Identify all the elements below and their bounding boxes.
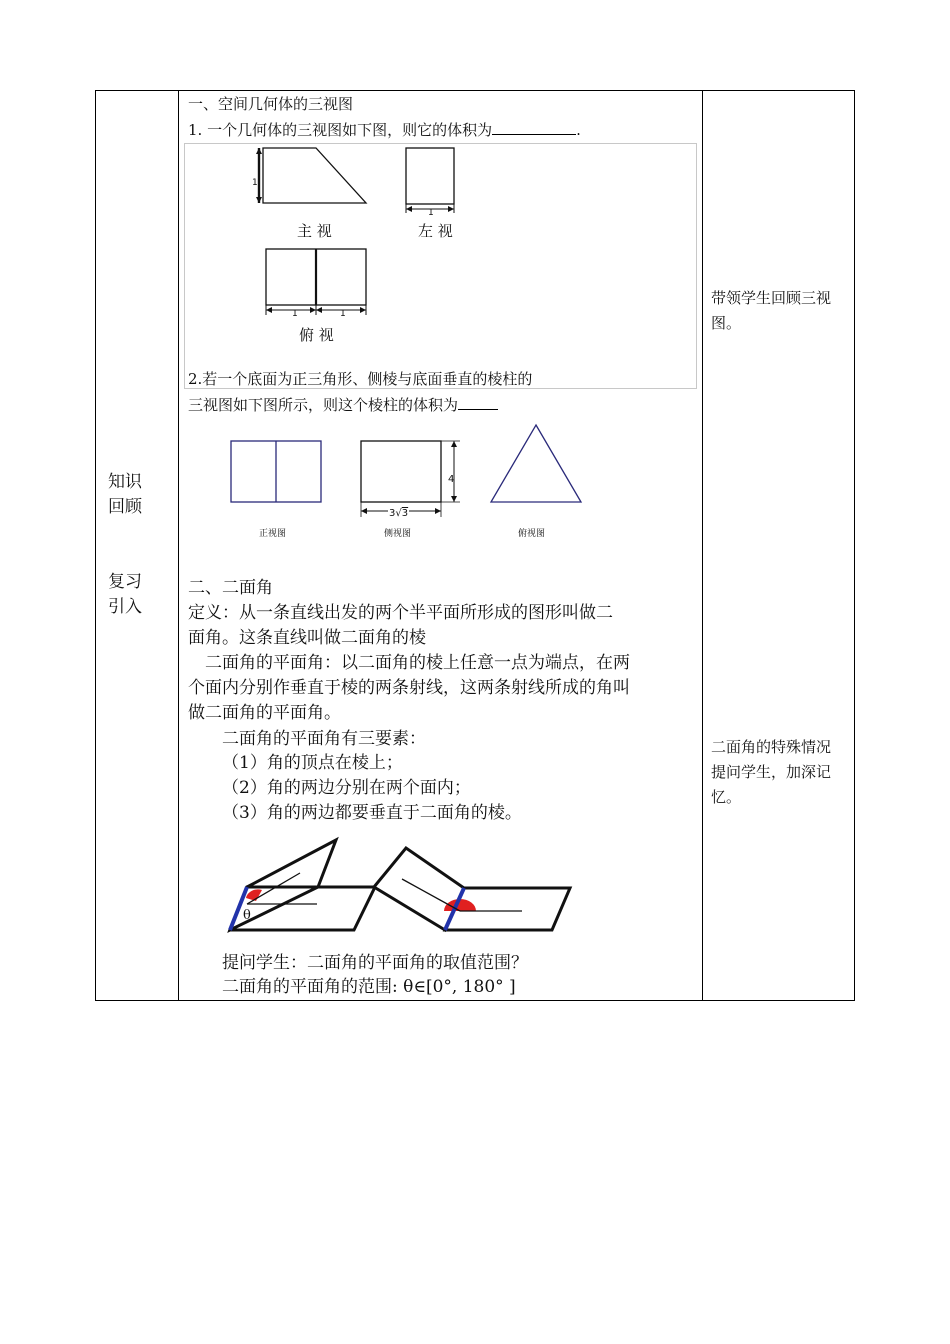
question-1-text: 1. 一个几何体的三视图如下图，则它的体积为 [188, 121, 493, 139]
section2-heading: 二、二面角 [188, 578, 273, 598]
figure-1-three-views [184, 143, 697, 389]
question-1 [188, 120, 581, 140]
definition-line-1: 定义：从一条直线出发的两个半平面所形成的图形叫做二 [188, 603, 613, 623]
side-view-shape [406, 148, 454, 204]
answer-blank-1 [492, 120, 576, 135]
question-2-line-1: 2.若一个底面为正三角形、侧棱与底面垂直的棱柱的 [188, 370, 533, 388]
prism-front-caption: 正视图 [259, 529, 287, 539]
front-view-label: 主 视 [297, 222, 332, 240]
elements-intro: 二面角的平面角有三要素： [222, 729, 426, 749]
dim-prism-width-rad: 3 [401, 508, 409, 519]
question-2-line-2 [188, 395, 498, 415]
sqrt-icon: √ [395, 508, 402, 519]
left-label-1: 知识 [108, 472, 142, 492]
plane-angle-line-3: 做二面角的平面角。 [188, 703, 341, 723]
dim-top-left: 1 [292, 309, 298, 319]
prism-top-caption: 俯视图 [518, 529, 546, 539]
element-3: （3）角的两边都要垂直于二面角的棱。 [222, 803, 522, 823]
dim-prism-height: 4 [448, 474, 455, 485]
plane-angle-line-1: 二面角的平面角：以二面角的棱上任意一点为端点，在两 [205, 653, 630, 673]
answer-blank-2 [458, 395, 498, 410]
left-label-2: 回顾 [108, 497, 142, 517]
prism-side-caption: 侧视图 [384, 529, 412, 539]
dim-side-width: 1 [428, 208, 434, 218]
note-1-line-1: 带领学生回顾三视 [711, 289, 832, 307]
element-2: （2）角的两边分别在两个面内； [222, 778, 471, 798]
dim-front-height: 1 [252, 178, 258, 188]
question-1-end: . [576, 121, 581, 139]
left-label-3: 复习 [108, 572, 142, 592]
question-2-text: 三视图如下图所示，则这个棱柱的体积为 [188, 396, 459, 414]
note-2-line-3: 忆。 [711, 788, 742, 806]
range-answer: 二面角的平面角的范围: θ∈[0°, 180° ] [222, 977, 516, 997]
prism-side-view [361, 441, 441, 502]
dim-prism-width [388, 504, 409, 524]
left-label-4: 引入 [108, 597, 142, 617]
dihedral-angle-figure [222, 835, 577, 935]
note-2-line-1: 二面角的特殊情况 [711, 738, 832, 756]
dim-prism-width-coef: 3 [389, 508, 396, 519]
prism-top-view [491, 425, 581, 502]
column-divider-right [702, 90, 703, 1001]
front-view-shape [263, 148, 366, 203]
top-view-label: 俯 视 [299, 326, 334, 344]
plane-angle-line-2: 个面内分别作垂直于棱的两条射线，这两条射线所成的角叫 [188, 678, 630, 698]
note-2-line-2: 提问学生，加深记 [711, 763, 832, 781]
column-divider-left [178, 90, 179, 1001]
dim-top-right: 1 [340, 309, 346, 319]
element-1: （1）角的顶点在棱上； [222, 753, 403, 773]
note-1-line-2: 图。 [711, 314, 742, 332]
section1-heading: 一、空间几何体的三视图 [188, 95, 354, 113]
side-view-label: 左 视 [418, 222, 453, 240]
definition-line-2: 面角。这条直线叫做二面角的棱 [188, 628, 426, 648]
range-question: 提问学生：二面角的平面角的取值范围？ [222, 953, 528, 973]
theta-symbol: θ [243, 908, 251, 923]
